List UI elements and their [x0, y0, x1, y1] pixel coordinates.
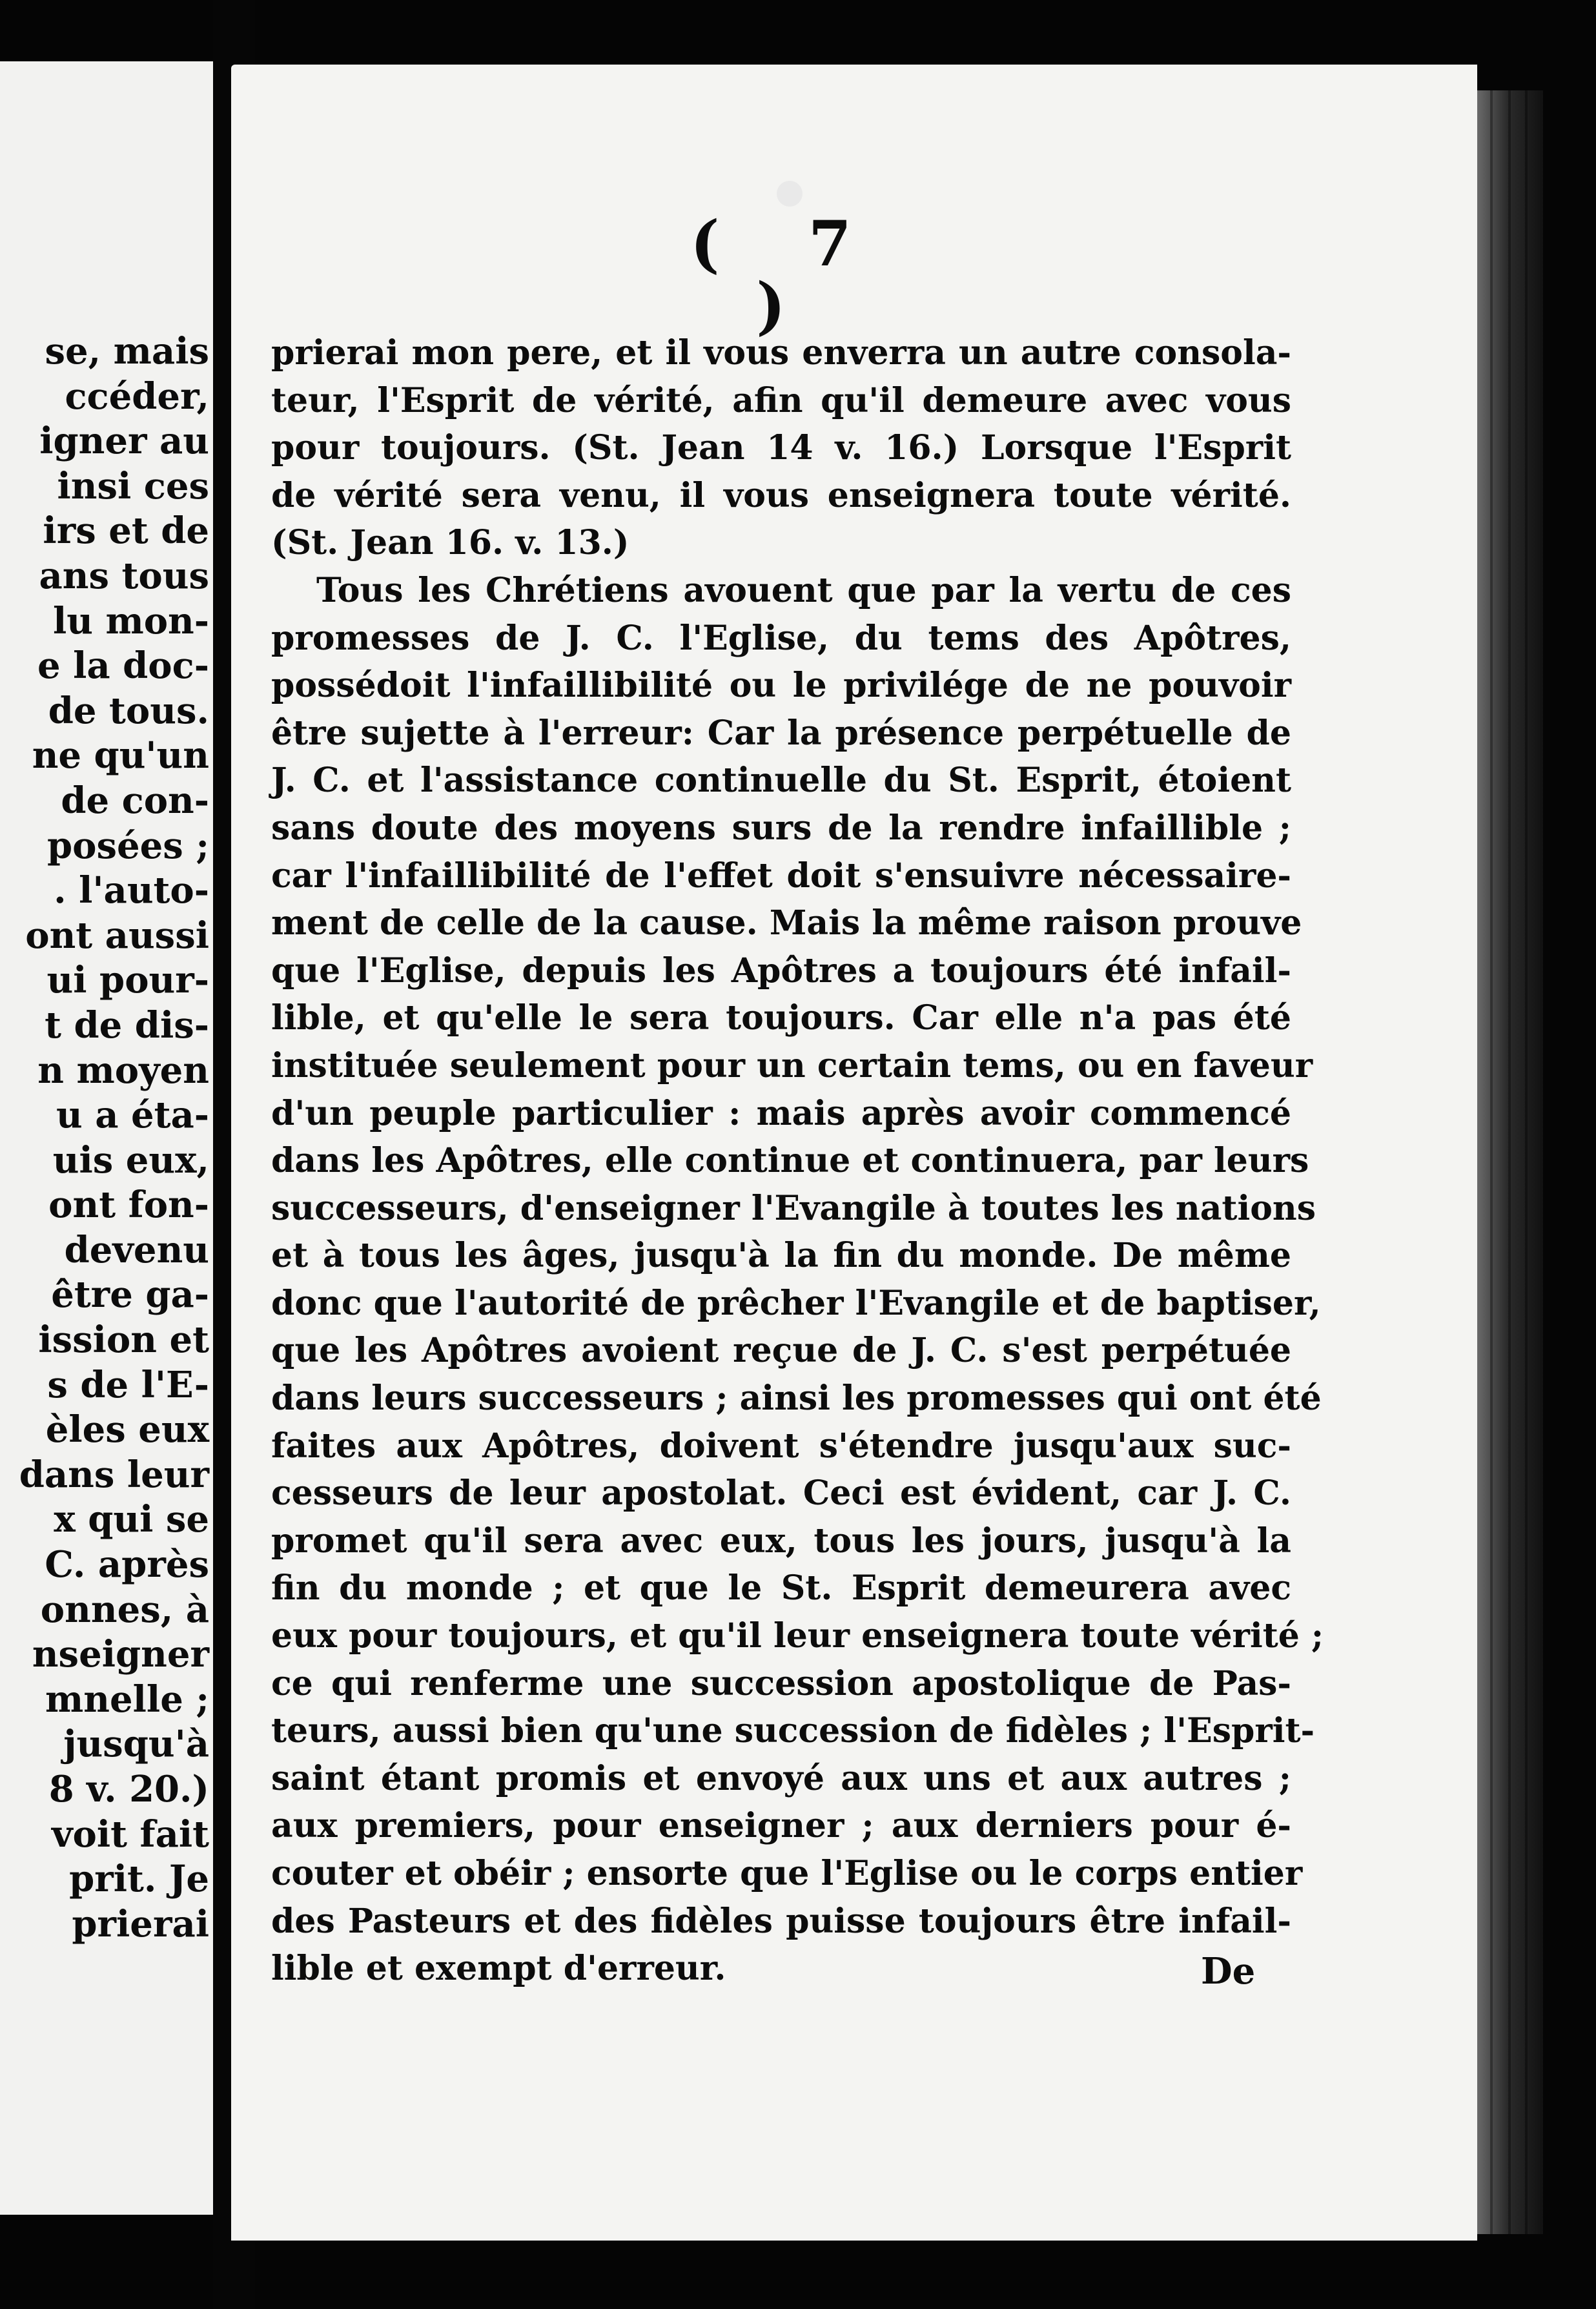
text-line: ission et: [38, 1319, 209, 1362]
text-line: d'un peuple particulier : mais après avoir commencé: [271, 1093, 1291, 1133]
text-line: ce qui renferme une succession apostolique de Pas-: [271, 1663, 1291, 1703]
text-line: se, mais: [45, 330, 209, 373]
text-line: t de dis-: [45, 1003, 209, 1047]
text-line: promesses de J. C. l'Eglise, du tems des Apôtres,: [271, 618, 1291, 658]
text-line: successeurs, d'enseigner l'Evangile à toutes les nations: [271, 1188, 1316, 1228]
text-line: lible et exempt d'erreur.: [271, 1949, 726, 1989]
text-line: pour toujours. (St. Jean 14 v. 16.) Lorsque l'Esprit: [271, 428, 1291, 468]
text-line: couter et obéir ; ensorte que l'Eglise ou le corps entier: [271, 1854, 1303, 1893]
text-line: C. après: [45, 1543, 209, 1586]
text-line: aux premiers, pour enseigner ; aux derniers pour é-: [271, 1806, 1291, 1846]
text-line: igner au: [39, 420, 209, 463]
text-line: prierai: [72, 1902, 209, 1945]
text-line: e la doc-: [37, 644, 209, 688]
text-line: J. C. et l'assistance continuelle du St. Esprit, étoient: [271, 761, 1291, 801]
text-line: onnes, à: [40, 1588, 209, 1631]
text-line: u a éta-: [56, 1094, 209, 1137]
text-line: mnelle ;: [45, 1678, 209, 1721]
paragraph-first-line: Tous les Chrétiens avouent que par la vertu de ces: [316, 570, 1291, 610]
text-line: ment de celle de la cause. Mais la même raison prouve: [271, 903, 1302, 943]
text-line: prit. Je: [69, 1858, 209, 1901]
text-line: de vérité sera venu, il vous enseignera toute vérité.: [271, 475, 1291, 515]
text-line: que les Apôtres avoient reçue de J. C. s'est perpétuée: [271, 1331, 1291, 1371]
text-line: . l'auto-: [54, 869, 209, 912]
text-line: ont aussi: [25, 914, 209, 957]
text-line: donc que l'autorité de prêcher l'Evangile et de baptiser,: [271, 1283, 1321, 1323]
text-line: s de l'E-: [47, 1363, 209, 1406]
text-line: eux pour toujours, et qu'il leur enseignera toute vérité ;: [271, 1616, 1324, 1656]
text-line: voit fait: [51, 1812, 209, 1856]
page-number: ( 7 ): [690, 207, 885, 342]
text-line: dans leurs successeurs ; ainsi les promesses qui ont été: [271, 1379, 1322, 1419]
text-line: uis eux,: [52, 1138, 209, 1182]
text-line: n moyen: [37, 1049, 209, 1092]
text-line: ccéder,: [65, 375, 209, 418]
text-line: instituée seulement pour un certain tems, ou en faveur: [271, 1045, 1313, 1085]
previous-page-text: [19, 329, 209, 1947]
text-line: être ga-: [51, 1273, 209, 1317]
text-line: èles eux: [45, 1408, 209, 1452]
text-line: insi ces: [57, 464, 209, 508]
text-line: possédoit l'infaillibilité ou le privilége de ne pouvoir: [271, 666, 1291, 706]
text-line: que l'Eglise, depuis les Apôtres a toujours été infail-: [271, 950, 1291, 990]
text-line: être sujette à l'erreur: Car la présence perpétuelle de: [271, 713, 1291, 753]
text-line: car l'infaillibilité de l'effet doit s'ensuivre nécessaire-: [271, 856, 1291, 896]
catchword: De: [1201, 1950, 1256, 1993]
text-line: irs et de: [43, 509, 209, 553]
text-line: ont fon-: [48, 1184, 209, 1227]
paper-speck: [777, 181, 803, 207]
page-body-text: [271, 329, 1324, 1993]
text-line: teurs, aussi bien qu'une succession de fidèles ; l'Esprit-: [271, 1711, 1315, 1751]
text-line: lible, et qu'elle le sera toujours. Car elle n'a pas été: [271, 998, 1291, 1038]
text-line: teur, l'Esprit de vérité, afin qu'il demeure avec vous: [271, 380, 1291, 420]
text-line: posées ;: [47, 824, 209, 867]
text-line: ui pour-: [46, 959, 209, 1002]
text-line: jusqu'à: [63, 1723, 209, 1766]
text-line: dans les Apôtres, elle continue et continuera, par leurs: [271, 1141, 1309, 1181]
text-line: cesseurs de leur apostolat. Ceci est évident, car J. C.: [271, 1473, 1291, 1514]
text-line: et à tous les âges, jusqu'à la fin du monde. De même: [271, 1236, 1291, 1276]
text-line: x qui se: [54, 1498, 209, 1541]
text-line: faites aux Apôtres, doivent s'étendre jusqu'aux suc-: [271, 1426, 1291, 1466]
text-line: fin du monde ; et que le St. Esprit demeurera avec: [271, 1568, 1291, 1608]
previous-page: [0, 61, 213, 2215]
text-line: ans tous: [39, 554, 209, 597]
text-line: promet qu'il sera avec eux, tous les jours, jusqu'à la: [271, 1521, 1291, 1561]
text-line: ne qu'un: [32, 734, 209, 777]
text-line: dans leur: [19, 1453, 209, 1496]
text-line: (St. Jean 16. v. 13.): [271, 523, 629, 563]
text-line: saint étant promis et envoyé aux uns et aux autres ;: [271, 1758, 1291, 1798]
text-line: lu mon-: [52, 599, 209, 642]
text-line: prierai mon pere, et il vous enverra un autre consola-: [271, 333, 1291, 373]
text-line: des Pasteurs et des fidèles puisse toujours être infail-: [271, 1901, 1291, 1941]
text-line: nseigner: [32, 1633, 209, 1676]
text-line: de tous.: [48, 689, 209, 732]
text-line: de con-: [61, 779, 209, 822]
text-line: devenu: [64, 1228, 209, 1271]
text-line: 8 v. 20.): [48, 1768, 209, 1811]
text-line: sans doute des moyens surs de la rendre infaillible ;: [271, 808, 1291, 848]
